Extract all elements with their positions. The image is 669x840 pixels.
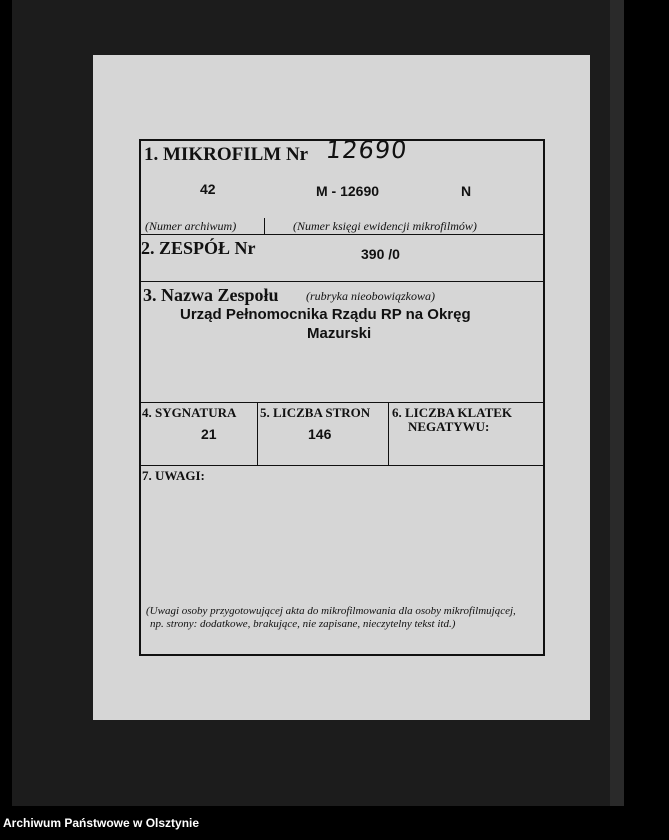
signature-label: 4. SYGNATURA	[142, 405, 237, 420]
fonds-number-value: 390 /0	[361, 246, 400, 262]
archive-number: 42	[200, 181, 216, 197]
archive-name-footer: Archiwum Państwowe w Olsztynie	[3, 816, 200, 830]
fonds-name-note: (rubryka nieobowiązkowa)	[306, 289, 435, 303]
caption-register-number: (Numer księgi ewidencji mikrofilmów)	[293, 219, 477, 233]
divider-4	[139, 465, 545, 466]
divider-col-2	[388, 402, 389, 465]
divider-2	[139, 281, 545, 282]
fonds-number-label: 2. ZESPÓŁ Nr	[141, 238, 256, 258]
microfilm-handwritten-number: 12690	[324, 136, 409, 164]
remarks-note-line-1: (Uwagi osoby przygotowującej akta do mikrofilmowania dla osoby mikrofilmującej,	[146, 605, 516, 617]
microfilm-label: 1. MIKROFILM Nr	[144, 144, 309, 165]
film-edge	[610, 0, 624, 806]
film-letter: N	[461, 183, 472, 199]
negative-frames-label-2: NEGATYWU:	[408, 419, 490, 434]
microfilm-card	[139, 139, 545, 656]
caption-archive-number: (Numer archiwum)	[145, 219, 237, 233]
film-code: M - 12690	[316, 183, 380, 199]
fonds-name-line-2: Mazurski	[307, 325, 372, 342]
divider-1	[139, 234, 545, 235]
page-count-label: 5. LICZBA STRON	[260, 405, 371, 420]
page-count-value: 146	[308, 426, 332, 442]
divider-col-1	[257, 402, 258, 465]
fonds-name-label: 3. Nazwa Zespołu	[143, 285, 279, 305]
fonds-name-line-1: Urząd Pełnomocnika Rządu RP na Okręg	[180, 306, 471, 323]
signature-value: 21	[201, 426, 217, 442]
remarks-label: 7. UWAGI:	[142, 468, 205, 483]
negative-frames-label-1: 6. LICZBA KLATEK	[392, 405, 513, 420]
divider-3	[139, 402, 545, 403]
divider-caption	[264, 218, 265, 234]
remarks-note-line-2: np. strony: dodatkowe, brakujące, nie zapisane, nieczytelny tekst itd.)	[150, 618, 456, 630]
